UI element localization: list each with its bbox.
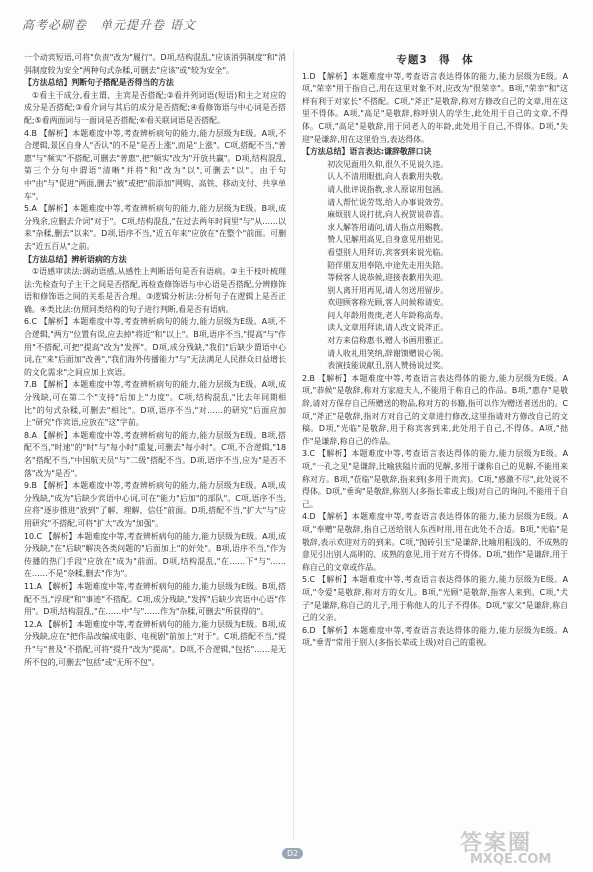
poem-line: 请人收礼用笑纳,辞谢馈赠说心领。 (327, 348, 449, 358)
answer-item-8: 8.A 【解析】本题难度中等,考查辨析病句的能力,能力层级为E级。B项,搭配不当,"时速"的"时"与"每小时"重复,可删去"每小时"。C项,不合逻辑,"18名"搭配不当,"中国航天员"与"二级"搭配不当。D项,语序不当,应为"是否不落"改为"是否"。 (24, 430, 286, 478)
watermark-logo: 答案圈 (460, 831, 533, 856)
paragraph: ①看主干成分,看主谓、主宾是否搭配;②看并列词语(短语)和主之对应的成分是否搭配;③看介词与其后的成分是否搭配;④看修饰语与中心词是否搭配;⑤看两面词与一面词是否搭配;⑥看关联词语是否搭配。 (24, 90, 286, 125)
poem-line: 欢迎顾客称光顾,客人问候称请安。 (327, 298, 449, 308)
page-number: D2 (282, 848, 303, 859)
answer-item-10: 10.C 【解析】本题难度中等,考查辨析病句的能力,能力层级为E级。A项,成分残缺,"在"后缺"解决各类问题的"后面加上"的好处"。B项,语序不当,"作为传播的热门手段"应放在"成为"前面。D项,结构混乱,"在……下"与"……在……不是"杂糅,删去"作为"。 (24, 531, 286, 579)
method-summary-heading: 【方法总结】判断句子搭配是否得当的方法 (24, 78, 174, 88)
watermark-url: MXQE.COM (470, 852, 552, 867)
answer-item-7: 7.B 【解析】本题难度中等,考查辨析病句的能力,能力层级为E级。A项,成分残缺,可在第二个"支持"后加上"力度"。C项,结构混乱,"比去年同期相比"的句式杂糅,可删去"相比"。D项,语序不当,"对……的研究"后面应加上"研究"作宾语,应放在"这"字前。 (24, 380, 286, 428)
answer-item-3: 3.C 【解析】本题难度中等,考查语言表达得体的能力,能力层级为E级。A项,"一孔之见"是谦辞,比喻狭隘片面的见解,多用于谦称自己的见解,不能用来称对方。B项,"莅临"是敬辞,指来到(多用于贵宾)。C项,"感激不尽",此处说不得体。D项,"垂询"是敬辞,称别人(多指长辈或上级)对自己的询问,不能用于自己。 (302, 449, 568, 509)
poem-line: 对方来信称惠书,赠人书画用雅正。 (327, 336, 449, 346)
answer-item-5: 5.A 【解析】本题难度中等,考查辨析病句的能力,能力层级为E级。B项,成分残余,应删去介词"对于"。C项,结构混乱,"在过去两年时间里"与"从……以来"杂糅,删去"以来"。D项,语序不当,"近五年来"应放在"在整个"前面。可删去"近五百从"之前。 (24, 204, 286, 251)
left-column (24, 52, 286, 669)
poem-line: 看望别人用拜访,宾客到来说光临。 (327, 247, 449, 257)
column-divider (293, 50, 294, 840)
poem-line: 问人年龄用贵庚,老人年龄称高寿。 (327, 310, 449, 320)
method-summary-heading: 【方法总结】辨析语病的方法 (24, 254, 127, 264)
poem-line: 初次见面用久仰,很久不见说久违。 (327, 159, 449, 169)
poem-line: 等候客人说恭候,迎接表歉用失迎。 (327, 273, 449, 283)
answer-item-4: 4.B 【解析】本题难度中等,考查辨析病句的能力,能力层级为E级。A项,不合逻辑,景区自身人"否认"的不是"是否上涨",而是"上涨"。C项,搭配不当,"普惠"与"频实"不搭配,可删去"普惠",把"频实"改为"开放共赢"。D项,结构混乱,第三个分句中谓语"清晰"并将"和"改为"以",可删去"以"。由于句中"由"与"促进"两面,删去"被"或把"前添加"网购、高铁、移动支付、共享单车"。 (24, 128, 286, 201)
paragraph: 一个动宾短语,可将"负责"改为"履行"。D项,结构混乱,"应该消弭制度"和"消弭制度较为安全"两种句式杂糅,可删去"应该"或"较为安全"。 (24, 53, 286, 75)
answer-item-12: 12.A 【解析】本题难度中等,考查辨析病句的能力,能力层级为E级。B项,成分残缺,应在"把作品改编成电影、电视剧"前加上"对于"。C项,搭配不当,"提升"与"普及"不搭配,可将"提升"改为"提高"。D项,不合逻辑,"包括"……是无所不包的,可删去"包括"或"无所不包"。 (24, 619, 286, 667)
answer-item-4: 4.D 【解析】本题难度中等,考查语言表达得体的能力,能力层级为E级。A项,"奉赠"是敬辞,指自己送给别人东西时用,用在此处不合适。B项,"光临"是敬辞,表示欢迎对方的到来。C项,"抛砖引玉"是谦辞,比喻用粗浅的、不成熟的意见引出别人高明的、成熟的意见,用于对方不得体。D项,"拙作"是谦辞,用于称自己的文章或作品。 (302, 512, 568, 572)
watermark (460, 826, 588, 870)
poem-line: 请人帮忙说劳驾,给人办事说效劳。 (327, 197, 449, 207)
answer-item-9: 9.B 【解析】本题难度中等,考查辨析病句的能力,能力层级为E级。A项,成分残缺,"成为"后缺少宾语中心词,可在"能力"后加"的部队"。C项,语序不当,应将"逐步推进"放到"了解、理解、信任"前面。D项,搭配不当,"扩大"与"应用研究"不搭配,可将"扩大"改为"加强"。 (24, 481, 286, 528)
header-title: 高考必刷卷 单元提升卷 语文 (22, 18, 196, 32)
poem-line: 表演技能说献丑,别人赞扬说过奖。 (327, 361, 449, 371)
right-column (302, 52, 568, 650)
poem-line: 请人批评说指教,求人原谅用包涵。 (327, 184, 449, 194)
poem-line: 别人离开用再见,请人勿送用留步。 (327, 285, 449, 295)
method-summary-heading: 【方法总结】语言表达:谦辞敬辞口诀 (302, 147, 432, 157)
poem-line: 麻烦别人说打扰,向人祝贺说恭喜。 (327, 210, 449, 220)
poem-line: 赞人见解用高见,自身意见用拙见。 (327, 235, 449, 245)
poem-line: 求人解答用请问,请人指点用赐教。 (327, 222, 449, 232)
answer-item-6: 6.C 【解析】本题难度中等,考查辨析病句的能力,能力层级为E级。A项,不合逻辑,"两方"位置有误,应去掉"将近"和"以上"。B项,语序不当,"提高"与"作用"不搭配,可把"提高"改为"发挥"。D项,成分残缺,"我们"后缺少谓语中心词,在"来"后面加"改善","我们海外传播能力"与"无法满足人民群众日益增长的文化需求"之间应加上宾语。 (24, 317, 286, 377)
poem-line: 陪伴朋友用奉陪,中途先走用失陪。 (327, 260, 449, 270)
answer-item-2: 2.B 【解析】本题难度中等,考查语言表达得体的能力,能力层级为E级。A项,"恭候"是敬辞,称对方家庭夫人,不能用于称自己的作品。B项,"惠存"是敬辞,请对方保存自己所赠送的物品,称对方的书籍,指可以作为赠送者送出的。C项,"斧正"是敬辞,指对方对自己的文章进行修改,这里指请对方修改自己的文稿。D项,"光临"是敬辞,用于称宾客到来,此处用于自己,不得体。A项,"拙作"是谦辞,称自己的作品。 (302, 373, 568, 446)
section-title: 专题3 得 体 (396, 54, 474, 66)
mnemonic-poem (302, 159, 568, 373)
answer-item-5: 5.C 【解析】本题难度中等,考查语言表达得体的能力,能力层级为E级。A项,"令爱"是敬辞,称对方的女儿。B项,"光顾"是敬辞,指客人来到。C项,"犬子"是谦辞,称自己的儿子,用于称他人的儿子不得体。D项,"家父"是谦辞,称自己的父亲。 (302, 575, 568, 623)
answer-item-11: 11.A 【解析】本题难度中等,考查辨析病句的能力,能力层级为E级。B项,搭配不当,"浮现"和"事迹"不搭配。C项,成分残缺,"发挥"后缺少宾语中心语"作用"。D项,结构混乱,"在……中"与"……作为"杂糅,可删去"所获得的"。 (24, 581, 286, 617)
poem-line: 读人文章用拜读,请人改文说斧正。 (327, 323, 449, 333)
answer-item-1: 1.D 【解析】本题难度中等,考查语言表达得体的能力,能力层级为E级。A项,"荣幸"用于指自己,用在这里对象不对,应改为"很荣幸"。B项,"荣幸"和"这样有利于对家长"不搭配。C项,"斧正"是敬辞,称对方修改自己的文章,用在这里不得体。A项,"高足"是敬辞,称呼别人的学生,此处用于自己的文章,不得体。C项,"高足"是敬辞,用于同老人的年龄,此处用于自己,不得体。D项,"失迎"是谦辞,用在这里恰当,表达得体。 (302, 71, 568, 144)
answer-item-6: 6.D 【解析】本题难度中等,考查语言表达得体的能力,能力层级为E级。A项,"垂青"常用于别人(多指长辈或上级)对自己的重视。 (302, 625, 568, 648)
poem-line: 认人不清用眼拙,向人表歉用失敬。 (327, 172, 449, 182)
paragraph: ①语感审读法:调动语感,从感性上判断语句是否有语病。②主干枝叶梳理法:先检查句子主干之间是否搭配,再检查修饰语与中心语是否搭配,分辨修饰语和修饰语之间的关系是否合理。③逻辑分析法:分析句子在逻辑上是否正确。④类比法:仿照同类结构的句子进行判断,看是否有语病。 (24, 267, 286, 314)
